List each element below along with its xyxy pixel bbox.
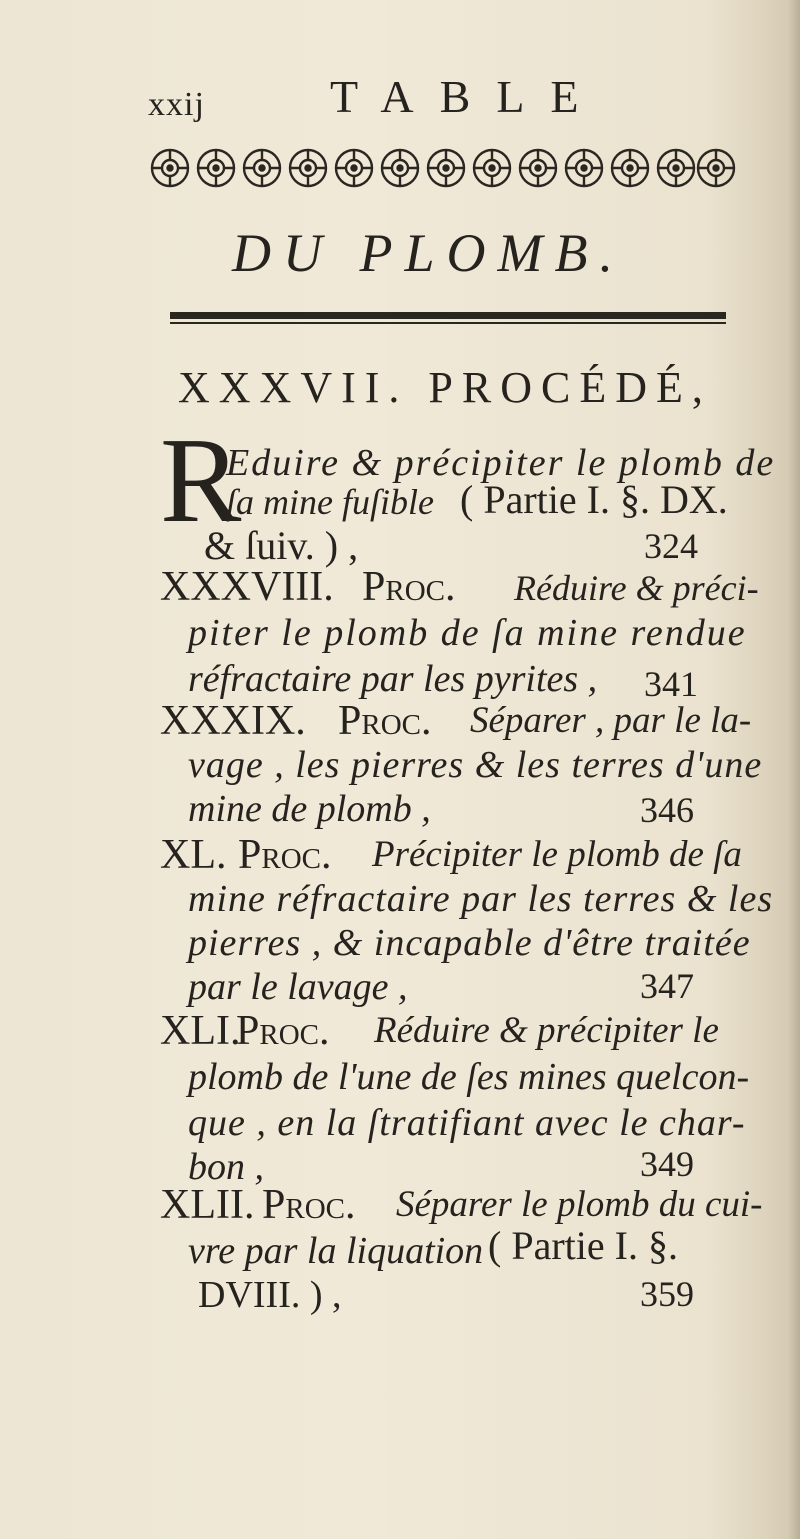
entry-proc: Proc. [362,564,456,610]
entry-line: mine réfractaire par les terres & les [188,878,774,920]
page-reference: 359 [640,1274,694,1314]
double-rule [170,312,726,326]
entry-line: Séparer , par le la- [470,700,752,741]
entry-line: réfractaire par les pyrites , [188,658,598,700]
entry-proc: Proc. [338,698,432,744]
entry-line: plomb de l'une de ſes mines quelcon- [188,1056,750,1098]
page-reference: 346 [640,790,694,830]
entry-line: Réduire & précipiter le [374,1010,719,1051]
entry-line: Réduire & préci- [514,568,759,608]
entry-line: DVIII. ) , [198,1274,342,1316]
entry-numeral: XLII. [160,1182,255,1228]
entry-proc: Proc. [236,1008,330,1054]
rule-thin [170,322,726,324]
entry-numeral: XLI. [160,1008,241,1054]
procedure-heading: XXXVII. PROCÉDÉ, [178,363,712,412]
entry-line: Eduire & précipiter le plomb de [226,442,776,484]
entry-line: ſa mine fuſible [226,482,434,522]
entry-line: vage , les pierres & les terres d'une [188,744,763,786]
entry-line: pierres , & incapable d'être traitée [188,922,751,964]
entry-line: par le lavage , [188,966,408,1008]
section-title: DU PLOMB. [232,223,625,283]
entry-line: ( Partie I. §. [488,1223,678,1268]
running-head: TABLE [330,71,605,122]
page-number: xxij [148,86,205,123]
entry-numeral: XL. [160,832,227,878]
entry-line: piter le plomb de ſa mine rendue [188,612,747,654]
entry-numeral: XXXIX. [160,698,306,744]
page-reference: 341 [644,664,698,704]
entry-line: Séparer le plomb du cui- [396,1184,763,1225]
drop-cap: R [160,413,242,548]
page-reference: 347 [640,966,694,1006]
entry-proc: Proc. [262,1182,356,1228]
page-edge [786,0,800,1539]
rule-thick [170,312,726,319]
page-reference: 324 [644,526,698,566]
entry-line: Précipiter le plomb de ſa [372,834,742,875]
entry-line: & ſuiv. ) , [204,523,359,568]
entry-proc: Proc. [238,832,332,878]
entry-numeral: XXXVIII. [160,564,334,610]
entry-line: vre par la liquation [188,1230,484,1272]
entry-line: bon , [188,1146,264,1188]
entry-line: mine de plomb , [188,788,431,830]
ornament-band [146,140,738,196]
page-reference: 349 [640,1144,694,1184]
entry-line: ( Partie I. §. DX. [460,477,728,522]
entry-line: que , en la ſtratifiant avec le char- [188,1102,746,1144]
